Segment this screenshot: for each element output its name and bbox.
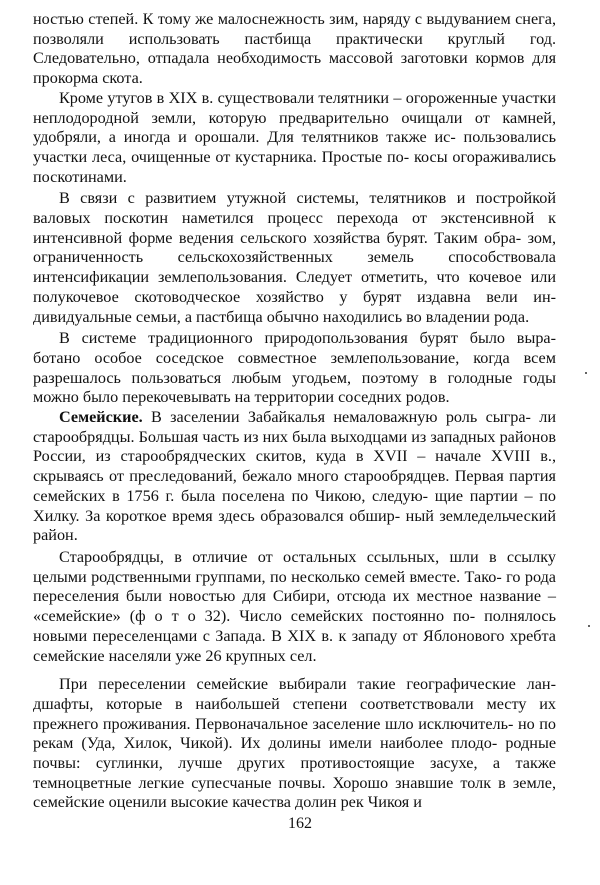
- text-line: ностью степей. К тому же малоснежность зим, наряду с выдуванием: [33, 10, 511, 28]
- text-line: название – «семейские» (ф о т о 32). Число семейских постоянно по-: [33, 587, 556, 626]
- text-line: интенсификации землепользования. Следует отметить, что кочевое: [33, 268, 522, 287]
- section-heading: Семейские.: [59, 408, 143, 427]
- text-line: Яблонового хребта семейские населяли уже 26 крупных сел.: [33, 626, 556, 665]
- text-line: XVIII в., скрываясь от преследований, бежало много старообрядцев.: [33, 447, 556, 486]
- text-line: косы огораживались поскотинами.: [33, 147, 557, 186]
- text-line: целыми родственными группами, по несколько семей вместе. Тако-: [33, 567, 502, 586]
- text-line: В связи с развитием утужной системы, телятников и постройкой: [59, 189, 556, 208]
- paragraph-resettlement: [33, 675, 556, 813]
- paragraph-continuation: [33, 10, 556, 89]
- paragraph-utugi: [33, 89, 556, 188]
- text-line: ботано особое соседское совместное землепользование, когда всем: [33, 348, 556, 367]
- text-line: Старообрядцы, в отличие от остальных ссыльных, шли в ссылку: [59, 547, 556, 566]
- text-line: валовых поскотин наметился процесс перехода от экстенсивной к: [33, 209, 556, 228]
- paragraph-old-believers: [33, 548, 556, 666]
- scan-speck: [585, 372, 587, 374]
- text-line: интенсивной форме ведения сельского хозяйства бурят. Таким обра-: [33, 228, 522, 247]
- text-line: для прокорма скота.: [33, 49, 557, 88]
- text-line: разрешалось пользоваться любым угодьем, поэтому в голодные годы: [33, 368, 556, 387]
- text-line: или полукочевое скотоводческое хозяйство у бурят издавна вели ин-: [33, 268, 557, 306]
- scan-speck: [588, 625, 590, 627]
- text-line: ли старообрядцы. Большая часть из них была выходцами из западных: [33, 408, 557, 446]
- text-line: камней, удобряли, а иногда и орошали. Для телятников также ис-: [33, 108, 556, 147]
- paragraph-development: [33, 189, 556, 327]
- text-line: В заселении Забайкалья немаловажную роль сыгра-: [142, 408, 531, 427]
- text-line: можно было перекочевывать на территории соседних родов.: [33, 388, 450, 407]
- text-line: рода.: [493, 307, 530, 326]
- text-line: районов России, из старообрядческих скитов, куда в XVII – начале: [33, 427, 557, 466]
- paragraph-semeiskie: [33, 408, 556, 546]
- text-line: Первая партия семейских в 1756 г. была поселена по Чикою, следую-: [33, 467, 556, 505]
- text-line: Кроме утугов в XIX в. существовали телятники – огороженные: [59, 88, 498, 107]
- text-line: ный земледельческий район.: [33, 506, 557, 545]
- paragraph-land-use: [33, 329, 556, 408]
- text-line: снега, позволяли использовать пастбища практически круглый год.: [33, 10, 556, 48]
- text-line: в земле, семейские оценили высокие качества долин рек Чикоя и: [33, 773, 556, 812]
- page-number: 162: [288, 815, 312, 832]
- text-line: участки неплодородной земли, которую предварительно очищали от: [33, 88, 556, 127]
- text-line: также темноцветные легкие супесчаные почвы. Хорошо знавшие толк: [33, 754, 556, 792]
- page-text-block: [33, 10, 556, 813]
- text-line: При переселении семейские выбирали такие географические лан-: [59, 675, 556, 694]
- text-line: В системе традиционного природопользования бурят было выра-: [59, 329, 556, 348]
- text-line: полнялось новыми переселенцами с Запада. В XIX в. к западу от: [33, 607, 556, 645]
- text-line: дшафты, которые в наибольшей степени соответствовали месту их: [33, 694, 556, 713]
- text-line: дивидуальные семьи, а пастбища обычно находились во владении: [33, 307, 490, 326]
- text-line: пользовались участки леса, очищенные от кустарника. Простые по-: [33, 128, 557, 166]
- text-line: зом, ограниченность сельскохозяйственных земель способствовала: [33, 228, 557, 267]
- text-line: го рода переселения были новостью для Сибири, отсюда их местное: [33, 567, 556, 606]
- text-line: Следовательно, отпадала необходимость массовой заготовки кормов: [33, 49, 525, 68]
- text-line: но по рекам (Уда, Хилок, Чикой). Их долины имели наиболее плодо-: [33, 714, 556, 753]
- text-line: прежнего проживания. Первоначальное заселение шло исключитель-: [33, 714, 514, 733]
- text-line: щие партии – по Хилку. За короткое время здесь образовался обшир-: [33, 486, 556, 525]
- text-line: родные почвы: суглинки, лучше других противостоящие засухе, а: [33, 734, 557, 773]
